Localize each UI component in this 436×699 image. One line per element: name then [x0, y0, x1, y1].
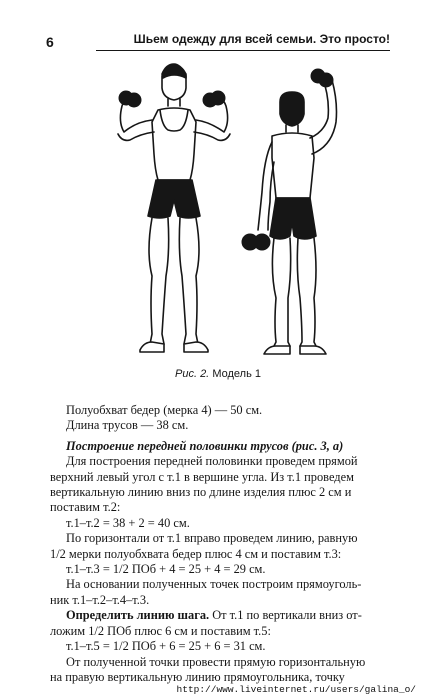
formula-line: т.1–т.2 = 38 + 2 = 40 см.	[66, 515, 190, 530]
figure-label: Рис. 2.	[175, 368, 210, 380]
text-line: Для построения передней половинки проведем прямой	[66, 454, 358, 469]
figure-caption	[0, 368, 436, 380]
body-text	[50, 403, 392, 685]
header-rule	[96, 50, 390, 51]
text-line: ложим 1/2 ПОб плюс 6 см и поставим т.5:	[50, 623, 271, 638]
formula-line: т.1–т.3 = 1/2 ПОб + 4 = 25 + 4 = 29 см.	[66, 562, 266, 577]
measurement-length: Длина трусов — 38 см.	[66, 418, 189, 433]
watermark-url: http://www.liveinternet.ru/users/galina_o/	[176, 684, 416, 695]
formula-line: т.1–т.5 = 1/2 ПОб + 6 = 25 + 6 = 31 см.	[66, 639, 266, 654]
step-paragraph	[50, 608, 392, 623]
running-title: Шьем одежду для всей семьи. Это просто!	[133, 32, 390, 46]
back-figure	[258, 76, 337, 354]
exercise-illustration	[100, 62, 360, 362]
text-line: верхний левый угол с т.1 в вершине угла. Из т.1 проведем	[50, 469, 354, 484]
text-line: 1/2 мерки полуобхвата бедер плюс 4 см и поставим т.3:	[50, 546, 342, 561]
step-heading: Определить линию шага.	[66, 608, 210, 623]
text-line: на правую вертикальную линию прямоугольника, точку	[50, 669, 345, 684]
measurement-hip: Полуобхват бедер (мерка 4) — 50 см.	[66, 403, 263, 417]
text-line: ник т.1–т.2–т.4–т.3.	[50, 592, 150, 607]
section-heading: Построение передней половинки трусов (рис. 3, а)	[66, 438, 344, 453]
step-first-line: От т.1 по вертикали вниз от-	[209, 608, 362, 623]
text-line: вертикальную линию вниз по длине изделия плюс 2 см и	[50, 485, 352, 500]
text-line: поставим т.2:	[50, 500, 121, 515]
text-line: На основании полученных точек построим прямоуголь-	[66, 577, 362, 592]
figure-title: Модель 1	[212, 368, 261, 380]
text-line: По горизонтали от т.1 вправо проведем линию, равную	[66, 531, 358, 546]
page-number: 6	[46, 34, 54, 50]
text-line: От полученной точки провести прямую горизонтальную	[66, 654, 366, 669]
